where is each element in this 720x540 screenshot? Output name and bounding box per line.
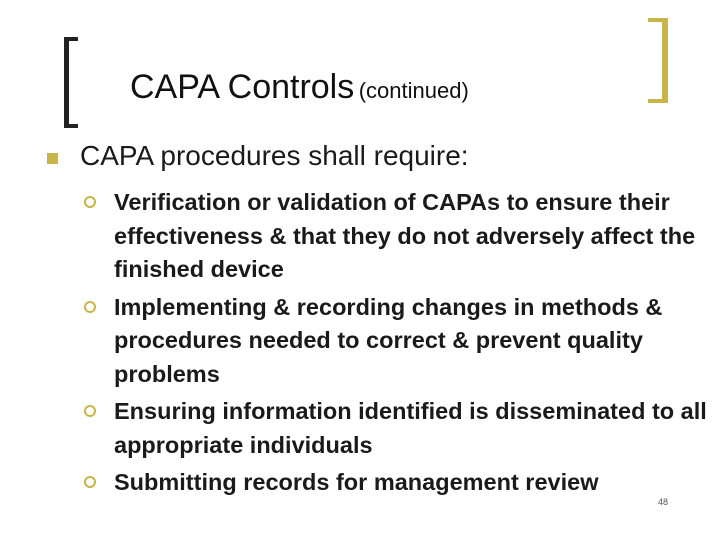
slide-title-sub: (continued): [358, 78, 469, 103]
list-item: [84, 466, 714, 500]
ring-bullet-icon: [84, 476, 96, 488]
title-bracket-right: [648, 18, 668, 103]
main-bullet-text: CAPA procedures shall require:: [80, 140, 469, 171]
list-item-text: Verification or validation of CAPAs to ensure their effectiveness & that they do not adversely affect the finished device: [114, 189, 696, 282]
list-item-text: Implementing & recording changes in methods & procedures needed to correct & prevent quality problems: [114, 293, 663, 387]
ring-bullet-icon: [84, 405, 96, 417]
list-item: [84, 186, 714, 287]
ring-bullet-icon: [84, 196, 96, 208]
list-item: [84, 395, 714, 462]
ring-bullet-icon: [84, 301, 96, 313]
square-bullet-icon: [47, 153, 58, 164]
slide-title-main: CAPA Controls: [130, 68, 355, 106]
page-number: 48: [658, 497, 669, 507]
slide-title: [130, 68, 469, 107]
sub-bullet-list: [84, 186, 714, 504]
list-item: [84, 291, 714, 392]
title-bracket-left: [64, 37, 78, 128]
list-item-text: Ensuring information identified is disseminated to all appropriate individuals: [114, 398, 707, 458]
list-item-text: Submitting records for management review: [114, 469, 599, 495]
